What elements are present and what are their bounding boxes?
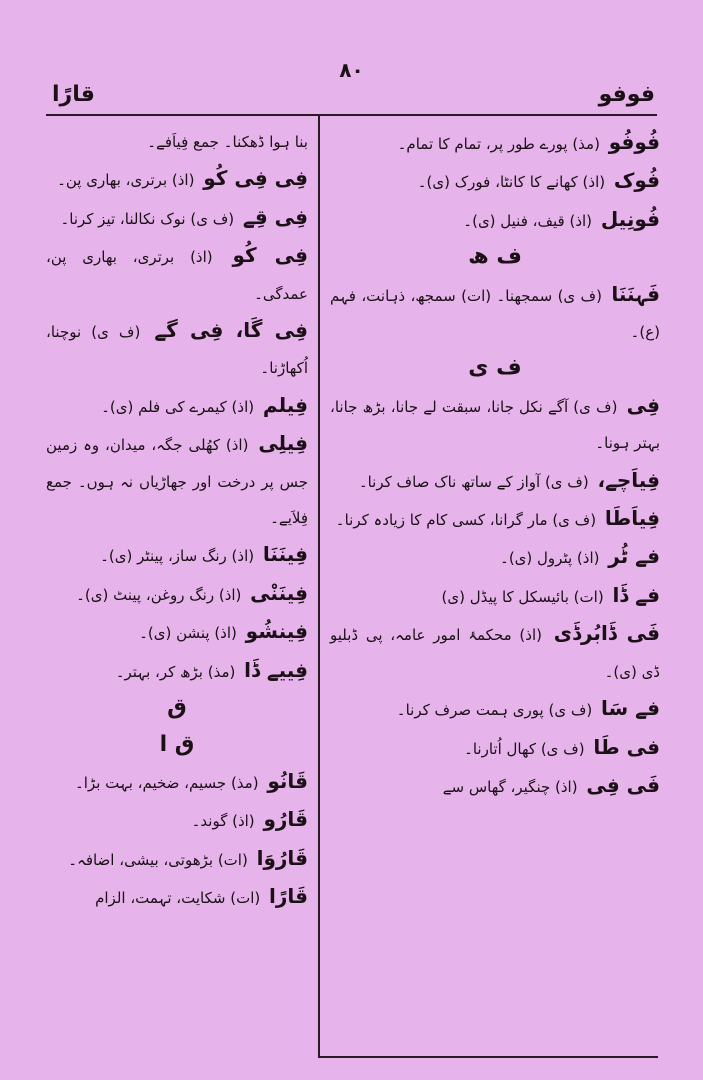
dictionary-entry: [46, 160, 308, 198]
dictionary-entry: [330, 500, 660, 538]
entry-headword: فِیلم: [262, 392, 308, 417]
entry-definition: (ات) شکایت، تہمت، الزام: [95, 889, 261, 908]
dictionary-entry: [46, 801, 308, 839]
entry-definition: (ف ی) نوچنا، اُکھاڑنا۔: [46, 323, 308, 378]
entry-definition: (ف ی) پوری ہمت صرف کرنا۔: [396, 701, 593, 720]
entry-headword: فِی: [626, 392, 660, 417]
entry-definition: (ف ی) آواز کے ساتھ ناک صاف کرنا۔: [358, 472, 589, 491]
entry-definition: بنا ہوا ڈھکنا۔ جمع فِیاَفے۔: [147, 133, 308, 151]
column-divider: [318, 116, 320, 1056]
entry-definition: (ات) بائیسکل کا پیڈل (ی): [441, 587, 604, 606]
dictionary-entry: [46, 237, 308, 312]
dictionary-entry: [330, 538, 660, 576]
dictionary-entry: [46, 652, 308, 690]
dictionary-entry: [330, 615, 660, 690]
footer-rule: [318, 1056, 658, 1058]
section-heading: ق: [167, 695, 187, 721]
dictionary-entry: [46, 878, 308, 916]
entry-definition: (ف ی) کھال اُتارنا۔: [464, 739, 585, 758]
entry-definition: (اذ) برتری، بھاری پن، عمدگی۔: [46, 248, 308, 303]
dictionary-entry: [330, 577, 660, 615]
entry-headword: قَارُوَا: [256, 845, 308, 870]
entry-definition: (ف ی) سمجھنا۔ (ات) سمجھ، ذہانت، فہم (ع)۔: [330, 286, 660, 342]
entry-headword: فَی فِی: [586, 772, 660, 797]
entry-definition: (اذ) پٹرول (ی)۔: [500, 549, 600, 568]
entry-headword: فی طَا: [593, 734, 660, 759]
entry-definition: (مذ) پورے طور پر، تمام کا تمام۔: [397, 135, 600, 153]
entry-definition: (اذ) کھُلی جگہ، میدان، وہ زمین جس پر درخت اور جھاڑیاں نہ ہوں۔ جمع فِلاَیے۔: [46, 436, 308, 528]
entry-headword: قَانُو: [267, 768, 308, 793]
entry-headword: قَارُو: [263, 807, 308, 832]
entry-headword: فے ٹُر: [608, 544, 660, 569]
entry-definition: (اذ) چنگیر، گھاس سے: [442, 777, 578, 796]
dictionary-entry: [330, 690, 660, 728]
dictionary-entry: [330, 387, 660, 462]
right-column: [330, 124, 660, 805]
entry-headword: فِی گَا، فِی گے: [154, 318, 308, 343]
entry-definition: (مذ) جسیم، ضخیم، بہت بڑا۔: [75, 773, 259, 792]
dictionary-entry: [46, 387, 308, 425]
dictionary-entry: [330, 201, 660, 239]
entry-definition: (اذ) محکمۂ امور عامہ، پی ڈبلیو ڈی (ی)۔: [330, 626, 660, 681]
guide-word-first: فوفو: [598, 82, 655, 107]
dictionary-entry: [46, 199, 308, 237]
entry-headword: فَی ڈَابُرڈَی: [553, 621, 660, 646]
entry-headword: فَہنَنَا: [611, 281, 660, 306]
section-heading: ق ا: [159, 731, 195, 757]
entry-headword: فِینشُو: [245, 619, 308, 644]
entry-headword: فِی کُو: [232, 243, 308, 268]
entry-definition: (اذ) کیمرے کی فلم (ی)۔: [101, 397, 255, 416]
entry-definition: (اذ) رنگ ساز، پینٹر (ی)۔: [100, 547, 255, 566]
entry-headword: فے ڈَا: [612, 582, 660, 607]
section-heading: ف ھ: [468, 244, 522, 270]
entry-definition: (اذ) قیف، فنیل (ی)۔: [463, 211, 593, 230]
dictionary-entry: [330, 162, 660, 200]
dictionary-entry: [46, 613, 308, 651]
entry-definition: (اذ) پنشن (ی)۔: [139, 624, 237, 643]
entry-headword: قَارًا: [269, 884, 308, 909]
dictionary-entry: [330, 124, 660, 162]
entry-headword: فُوک: [613, 168, 660, 193]
dictionary-entry: [46, 425, 308, 536]
dictionary-entry: [330, 729, 660, 767]
entry-definition: (ات) بڑھوتی، بیشی، اضافہ۔: [68, 850, 248, 869]
entry-definition: (اذ) رنگ روغن، پینٹ (ی)۔: [76, 585, 242, 604]
dictionary-entry: [46, 763, 308, 801]
dictionary-entry: [46, 536, 308, 574]
entry-headword: فِیلِی: [258, 431, 308, 456]
entry-headword: فِینَنْی: [250, 580, 308, 605]
dictionary-entry: [330, 462, 660, 500]
entry-headword: فِی قِے: [242, 204, 308, 229]
entry-headword: فُوفُو: [608, 130, 660, 154]
entry-headword: فِییے ڈَا: [244, 657, 308, 682]
entry-definition: (مذ) بڑھ کر، بہتر۔: [115, 662, 236, 681]
guide-word-last: قارًا: [52, 82, 95, 107]
entry-headword: فُونِیل: [600, 206, 660, 231]
entry-definition: (اذ) کھانے کا کانٹا، فورک (ی)۔: [417, 173, 606, 192]
entry-definition: (اذ) گوند۔: [191, 812, 255, 831]
header-rule: [46, 114, 657, 116]
dictionary-entry: [46, 575, 308, 613]
entry-headword: فِینَنَا: [262, 542, 308, 567]
section-heading: ف ی: [468, 355, 522, 381]
entry-definition: (ف ی) نوک نکالنا، تیز کرنا۔: [60, 209, 235, 228]
left-column: [46, 124, 308, 917]
entry-headword: فِیاَچے،: [597, 467, 660, 492]
dictionary-entry: [46, 124, 308, 160]
dictionary-entry: [46, 312, 308, 387]
dictionary-entry: [46, 840, 308, 878]
dictionary-entry: [330, 767, 660, 805]
page-number: ۸۰: [339, 58, 364, 82]
entry-headword: فے سَا: [601, 696, 660, 721]
entry-headword: فِیاَطَا: [604, 506, 660, 531]
entry-definition: (اذ) برتری، بھاری پن۔: [57, 171, 195, 190]
entry-definition: (ف ی) آگے نکل جانا، سبقت لے جانا، بڑھ جانا، بہتر ہونا۔: [330, 397, 660, 453]
entry-headword: فِی فِی کُو: [203, 166, 308, 191]
entry-definition: (ف ی) مار گرانا، کسی کام کا زیادہ کرنا۔: [335, 511, 597, 530]
dictionary-entry: [330, 276, 660, 351]
